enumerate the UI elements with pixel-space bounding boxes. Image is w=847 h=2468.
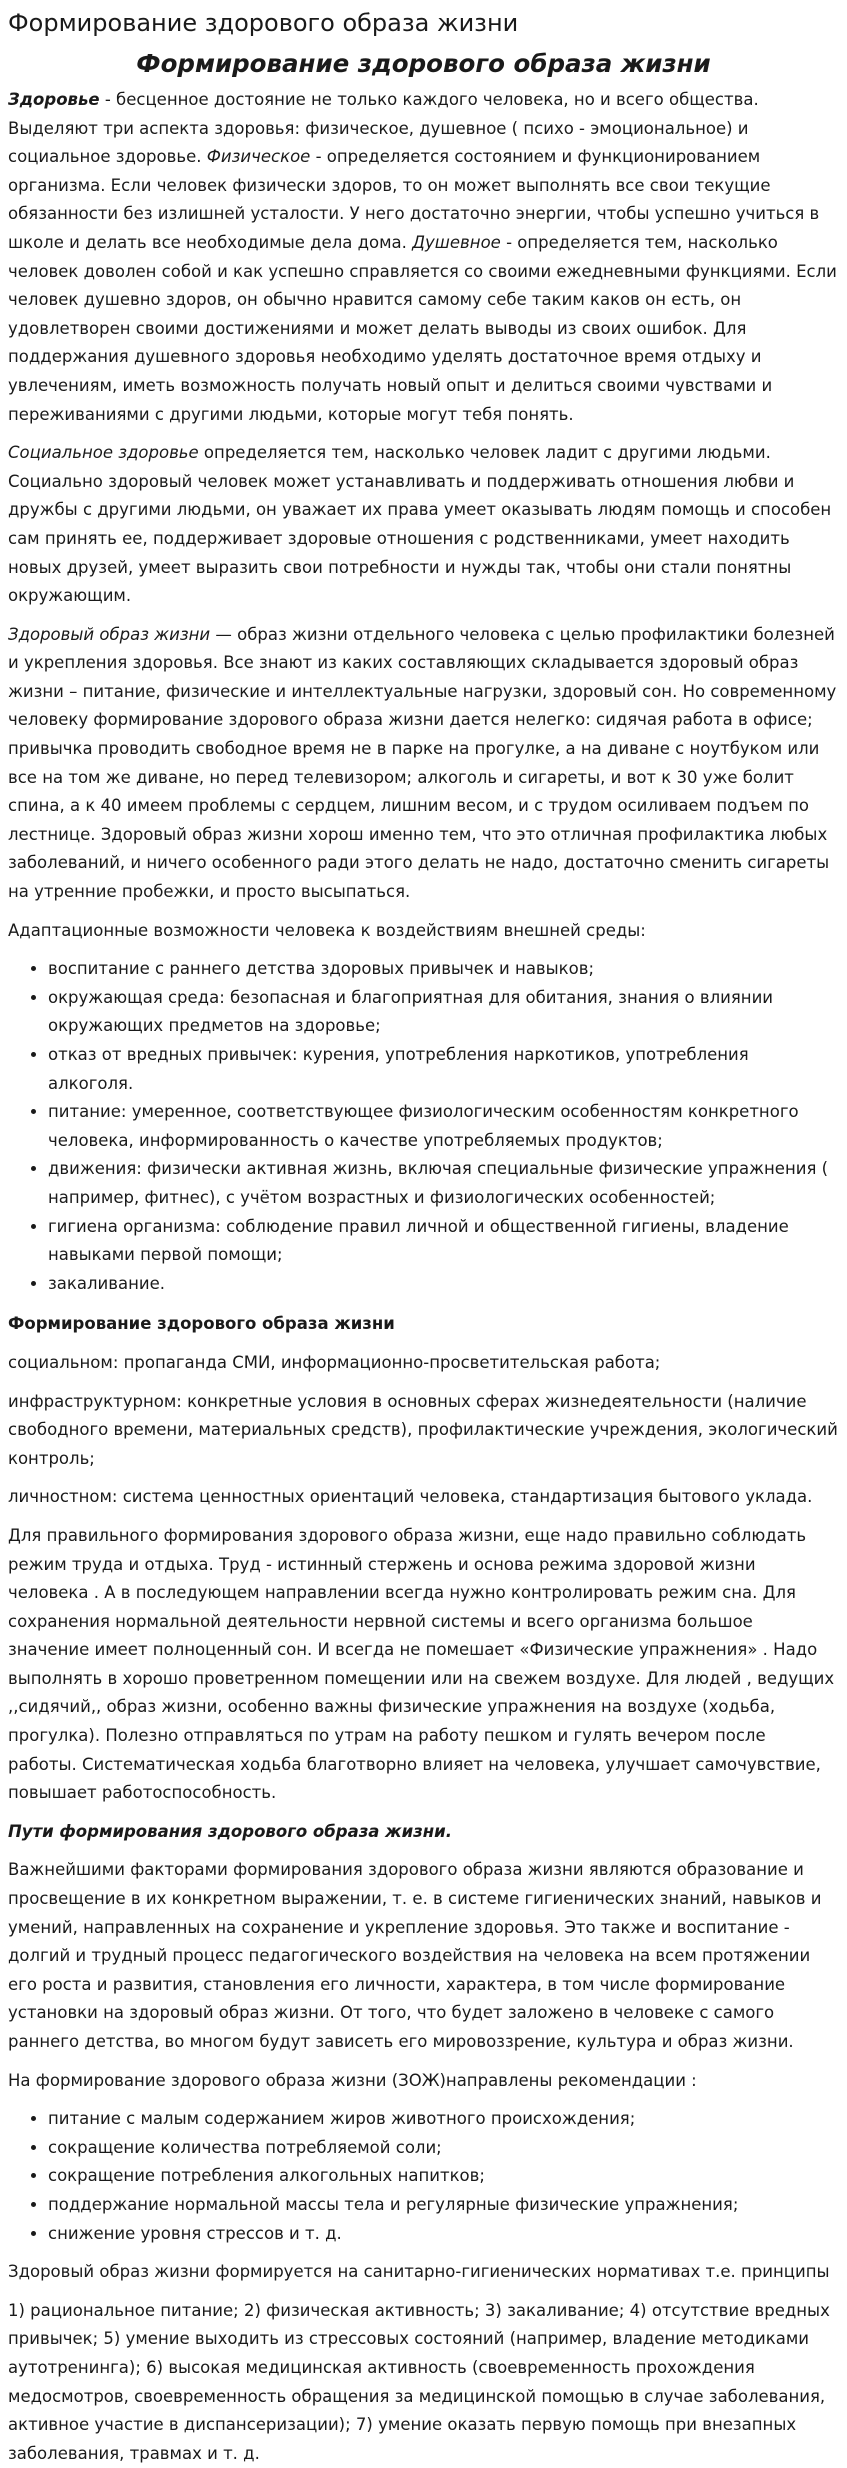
paragraph-health-aspects [8, 86, 839, 429]
paragraph-healthy-lifestyle [8, 621, 839, 907]
formation-heading: Формирование здорового образа жизни [8, 1314, 395, 1334]
paths-heading: Пути формирования здорового образа жизни. [8, 1821, 452, 1841]
main-heading: Формирование здорового образа жизни [136, 49, 711, 78]
recommend-list [8, 2105, 839, 2248]
formation-level-infrastructure: инфраструктурном: конкретные условия в основных сферах жизнедеятельности (наличие свободного времени, материальных средств), профилактические учреждения, экологический контроль; [8, 1391, 838, 1468]
list-item: • сокращение потребления алкогольных напитков; [48, 2162, 839, 2191]
principles-intro: Здоровый образ жизни формируется на санитарно-гигиенических нормативах т.е. принципы [8, 2262, 830, 2282]
list-item: • движения: физически активная жизнь, включая специальные физические упражнения ( например, фитнес), с учётом возрастных и физиологических особенностей; [48, 1155, 839, 1212]
list-item: • сокращение количества потребляемой соли; [48, 2134, 839, 2163]
adaptive-list [8, 955, 839, 1298]
list-item: • питание с малым содержанием жиров животного происхождения; [48, 2105, 839, 2134]
text-physical: - определяется состоянием и функционированием организма. Если человек физически здоров, то он может выполнять все свои текущие обязанности без излишней усталости. У него достаточно энергии, чтобы успешно учиться в школе и делать все необходимые дела дома. [8, 147, 820, 252]
list-item: • окружающая среда: безопасная и благоприятная для обитания, знания о влиянии окружающих предметов на здоровье; [48, 984, 839, 1041]
term-social: Социальное здоровье [8, 443, 199, 463]
term-healthy-lifestyle: Здоровый образ жизни [8, 624, 211, 644]
adaptive-intro: Адаптационные возможности человека к воздействиям внешней среды: [8, 920, 646, 940]
paragraph-regime: Для правильного формирования здорового образа жизни, еще надо правильно соблюдать режим труда и отдыха. Труд - истинный стержень и основа режима здоровой жизни человека . А в последующем направлении всегда нужно контролировать режим сна. Для сохранения нормальной деятельности нервной системы и всего организма большое значение имеет полноценный сон. И всегда не помешает «Физические упражнения» . Надо выполнять в хорошо проветренном помещении или на свежем воздухе. Для людей , ведущих ,,сидячий,, образ жизни, особенно важны физические упражнения на воздухе (ходьба, прогулка). Полезно отправляться по утрам на работу пешком и гулять вечером после работы. Систематическая ходьба благотворно влияет на человека, улучшает самочувствие, повышает работоспособность. [8, 1525, 835, 1803]
list-item: • поддержание нормальной массы тела и регулярные физические упражнения; [48, 2191, 839, 2220]
document-title: Формирование здорового образа жизни [8, 9, 519, 37]
list-item: • отказ от вредных привычек: курения, употребления наркотиков, употребления алкоголя. [48, 1041, 839, 1098]
text-social: определяется тем, насколько человек ладит с другими людьми. Социально здоровый человек может устанавливать и поддерживать отношения любви и дружбы с другими людьми, он уважает их права умеет оказывать людям помощь и способен сам принять ее, поддерживает здоровые отношения с родственниками, умеет находить новых друзей, умеет выразить свои потребности и нужды так, чтобы они стали понятны окружающим. [8, 443, 832, 606]
list-item: • питание: умеренное, соответствующее физиологическим особенностям конкретного человека, информированность о качестве употребляемых продуктов; [48, 1098, 839, 1155]
term-physical: Физическое [206, 147, 311, 167]
text-health: - бесценное достояние не только каждого человека, но и всего общества. Выделяют три аспекта здоровья: физическое, душевное ( психо - эмоциональное) и социальное здоровье. [8, 90, 759, 167]
list-item: • закаливание. [48, 1270, 839, 1299]
recommend-intro: На формирование здорового образа жизни (ЗОЖ)направлены рекомендации : [8, 2070, 697, 2090]
formation-level-personal: личностном: система ценностных ориентаций человека, стандартизация бытового уклада. [8, 1487, 813, 1507]
term-health: Здоровье [8, 90, 100, 109]
list-item: • воспитание с раннего детства здоровых привычек и навыков; [48, 955, 839, 984]
principles-text: 1) рациональное питание; 2) физическая активность; 3) закаливание; 4) отсутствие вредных привычек; 5) умение выходить из стрессовых состояний (например, владение методиками аутотренинга); 6) высокая медицинская активность (своевременность прохождения медосмотров, своевременность обращения за медицинской помощью в случае заболевания, активное участие в диспансеризации); 7) умение оказать первую помощь при внезапных заболевания, травмах и т. д. [8, 2300, 830, 2463]
formation-level-social: социальном: пропаганда СМИ, информационно-просветительская работа; [8, 1352, 661, 1372]
list-item: • гигиена организма: соблюдение правил личной и общественной гигиены, владение навыками первой помощи; [48, 1213, 839, 1270]
text-healthy-lifestyle: — образ жизни отдельного человека с целью профилактики болезней и укрепления здоровья. Все знают из каких составляющих складывается здоровый образ жизни – питание, физические и интеллектуальные нагрузки, здоровый сон. Но современному человеку формирование здорового образа жизни дается нелегко: сидячая работа в офисе; привычка проводить свободное время не в парке на прогулке, а на диване с ноутбуком или все на том же диване, но перед телевизором; алкоголь и сигареты, и вот к 30 уже болит спина, а к 40 имеем проблемы с сердцем, лишним весом, и с трудом осиливаем подъем по лестнице. Здоровый образ жизни хорош именно тем, что это отличная профилактика любых заболеваний, и ничего особенного ради этого делать не надо, достаточно сменить сигареты на утренние пробежки, и просто высыпаться. [8, 624, 837, 902]
term-mental: Душевное [412, 232, 501, 252]
text-mental: - определяется тем, насколько человек доволен собой и как успешно справляется со своими ежедневными функциями. Если человек душевно здоров, он обычно нравится самому себе таким каков он есть, он удовлетворен своими достижениями и может делать выводы из своих ошибок. Для поддержания душевного здоровья необходимо уделять достаточное время отдыху и увлечениям, иметь возможность получать новый опыт и делиться своими чувствами и переживаниями с другими людьми, которые могут тебя понять. [8, 232, 837, 424]
paragraph-social-health [8, 439, 839, 611]
paragraph-paths: Важнейшими факторами формирования здорового образа жизни являются образование и просвещение в их конкретном выражении, т. е. в системе гигиенических знаний, навыков и умений, направленных на сохранение и укрепление здоровья. Это также и воспитание - долгий и трудный процесс педагогического воздействия на человека на всем протяжении его роста и развития, становления его личности, характера, в том числе формирование установки на здоровый образ жизни. От того, что будет заложено в человеке с самого раннего детства, во многом будут зависеть его мировоззрение, культура и образ жизни. [8, 1860, 822, 2051]
list-item: • снижение уровня стрессов и т. д. [48, 2220, 839, 2249]
